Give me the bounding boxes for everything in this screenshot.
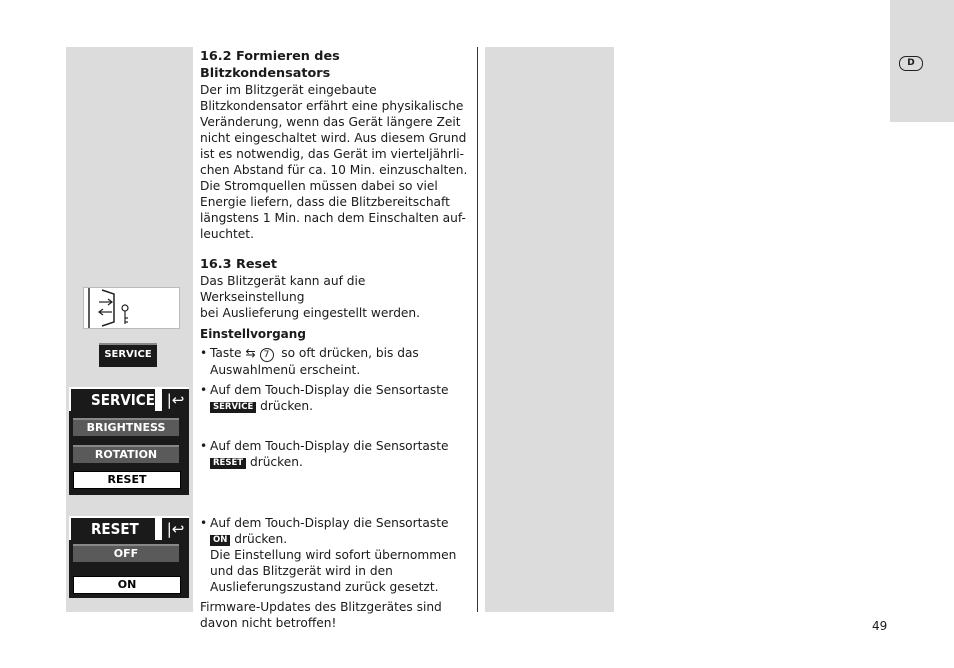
reset-tag: RESET — [210, 458, 246, 469]
section-heading-reset: 16.3 Reset — [200, 257, 277, 272]
menu-item-rotation: ROTATION — [73, 445, 179, 463]
on-tag: ON — [210, 535, 230, 546]
menu-item-reset: RESET — [73, 471, 181, 489]
back-icon: |↩ — [162, 389, 189, 411]
procedure-subheading: Einstellvorgang — [200, 327, 306, 341]
reset-screen-title-bar — [69, 516, 189, 540]
reset-screen-title: RESET — [71, 518, 155, 540]
capacitor-paragraph: Der im Blitzgerät eingebaute Blitzkondensator erfährt eine physikalische Veränderung, wenn das Gerät längere Zeit nicht eingeschaltet wird. Aus diesem Grund ist es notwendig, das Gerät im vierteljährli- chen Abstand für ca. 10 Min. einzuschalten. Die Stromquellen müssen dabei so viel Energie liefern, dass die Blitzbereitschaft längstens 1 Min. nach dem Einschalten auf- leuchtet. — [200, 83, 468, 241]
service-screen-title-bar — [69, 387, 189, 411]
reset-intro: Das Blitzgerät kann auf die Werkseinstellung bei Auslieferung eingestellt werden. — [200, 274, 421, 320]
menu-item-brightness: BRIGHTNESS — [73, 418, 179, 436]
step-3: • Auf dem Touch-Display die Sensortaste RESET drücken. — [200, 438, 468, 470]
section-heading-capacitor: 16.2 Formieren des Blitzkondensators — [200, 49, 340, 81]
step-4: • Auf dem Touch-Display die Sensortaste ON drücken. Die Einstellung wird sofort übernommen und das Blitzgerät wird in den Auslieferungszustand zurück gesetzt. — [200, 515, 468, 595]
menu-item-on: ON — [73, 576, 181, 594]
service-screen-title: SERVICE — [71, 389, 155, 411]
right-sidebar-panel — [485, 47, 614, 612]
step-1: • Taste ⇆ 7 so oft drücken, bis das Auswahlmenü erscheint. — [200, 345, 468, 378]
key-number-badge: 7 — [260, 348, 274, 362]
page-number: 49 — [872, 619, 888, 633]
language-badge: D — [899, 56, 923, 71]
service-tag: SERVICE — [210, 402, 256, 413]
step-2: • Auf dem Touch-Display die Sensortaste SERVICE drücken. — [200, 382, 468, 414]
service-button-illustration: SERVICE — [99, 343, 157, 367]
menu-item-off: OFF — [73, 544, 179, 562]
main-text-column — [200, 48, 468, 631]
reset-screen — [69, 516, 189, 598]
firmware-note: Firmware-Updates des Blitzgerätes sind davon nicht betroffen! — [200, 600, 442, 630]
column-divider — [477, 47, 478, 612]
service-screen — [69, 387, 189, 495]
device-illustration — [83, 287, 180, 329]
back-icon: |↩ — [162, 518, 189, 540]
mode-key-icon — [84, 288, 179, 328]
mode-arrows-icon: ⇆ — [245, 346, 256, 360]
